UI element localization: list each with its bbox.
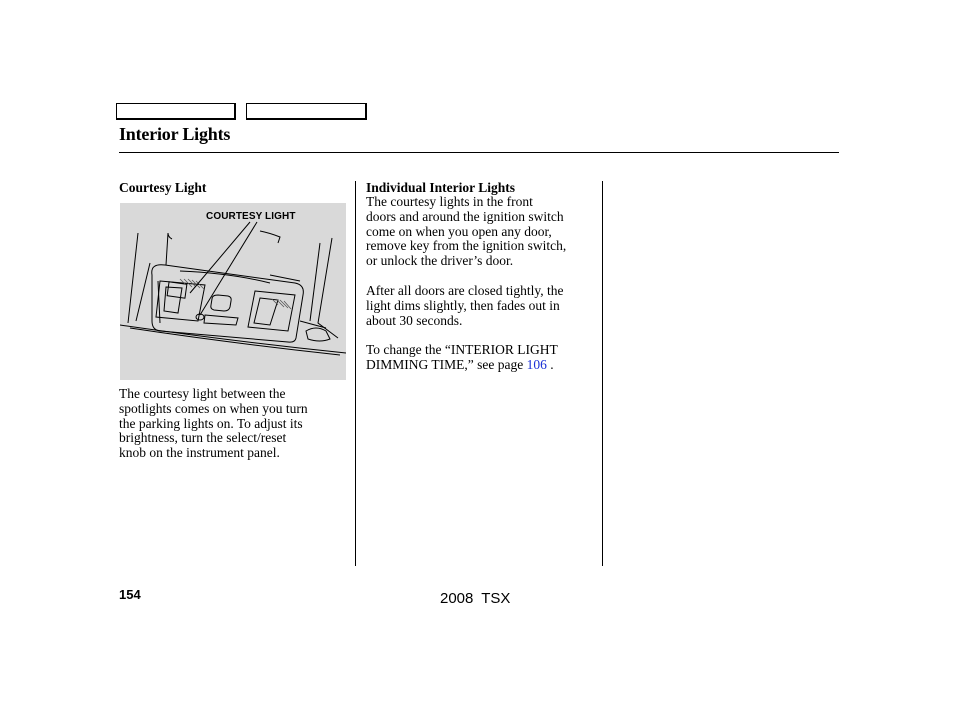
individual-lights-heading: Individual Interior Lights: [366, 180, 516, 195]
title-rule: [119, 152, 839, 153]
individual-lights-paragraph-1: The courtesy lights in the front doors and around the ignition switch come on when you open any door, remove key from the ignition switch, or unlock the driver’s door.: [366, 194, 567, 269]
model-year-label: 2008 TSX: [440, 590, 511, 607]
column-divider-2: [602, 181, 603, 566]
nav-tab-1[interactable]: [116, 103, 236, 120]
column-divider-1: [355, 181, 356, 566]
page-title: Interior Lights: [119, 124, 231, 144]
individual-lights-paragraph-2: After all doors are closed tightly, the light dims slightly, then fades out in about 30 seconds.: [366, 283, 564, 328]
individual-lights-paragraph-3: [366, 343, 598, 373]
courtesy-light-description: The courtesy light between the spotlights comes on when you turn the parking lights on. To adjust its brightness, turn the select/reset knob on the instrument panel.: [119, 386, 308, 461]
figure-callout-label: COURTESY LIGHT: [206, 211, 296, 222]
courtesy-light-illustration: [120, 203, 346, 380]
dimming-time-text: To change the “INTERIOR LIGHT DIMMING TIME,” see page: [366, 342, 558, 372]
page-106-link[interactable]: 106: [526, 356, 547, 372]
courtesy-light-heading: Courtesy Light: [119, 180, 207, 195]
nav-tab-2[interactable]: [246, 103, 367, 120]
overhead-console-drawing: [120, 203, 346, 380]
page-number: 154: [119, 587, 141, 602]
paragraph-end-punctuation: .: [546, 356, 554, 372]
